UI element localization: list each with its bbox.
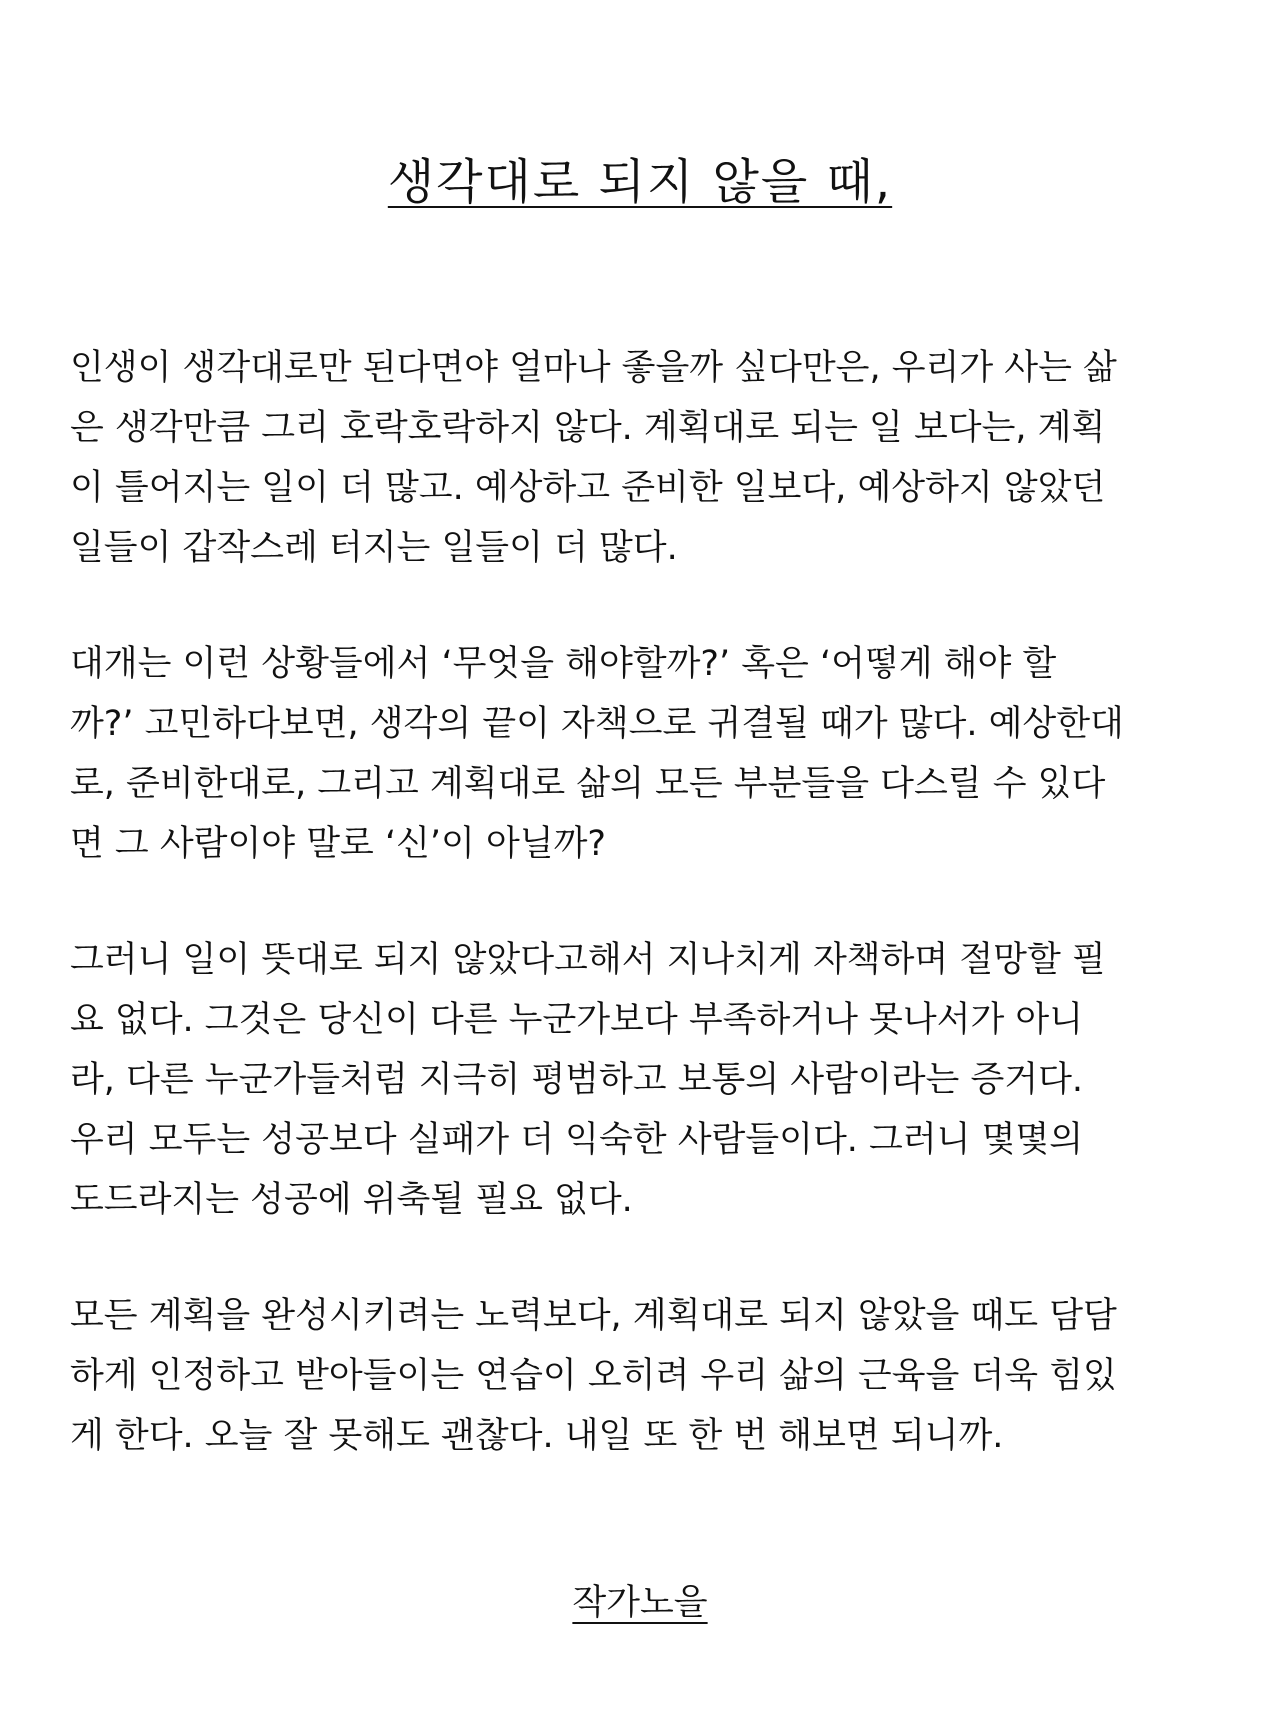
paragraph-line: 까?’ 고민하다보면, 생각의 끝이 자책으로 귀결될 때가 많다. 예상한대 [70,704,1124,744]
document-title [0,152,1280,212]
author-name: 작가노을 [572,1583,708,1623]
paragraph-line: 로, 준비한대로, 그리고 계획대로 삶의 모든 부분들을 다스릴 수 있다 [70,764,1106,804]
paragraph-line: 요 없다. 그것은 당신이 다른 누군가보다 부족하거나 못나서가 아니 [70,1000,1084,1040]
paragraph-line: 은 생각만큼 그리 호락호락하지 않다. 계획대로 되는 일 보다는, 계획 [70,408,1106,448]
paragraph [70,634,1210,874]
paragraph [70,1286,1210,1466]
paragraph-line: 일들이 갑작스레 터지는 일들이 더 많다. [70,528,678,568]
paragraph [70,338,1210,578]
paragraph-line: 이 틀어지는 일이 더 많고. 예상하고 준비한 일보다, 예상하지 않았던 [70,468,1106,508]
paragraph-line: 우리 모두는 성공보다 실패가 더 익숙한 사람들이다. 그러니 몇몇의 [70,1120,1084,1160]
paragraph-line: 게 한다. 오늘 잘 못해도 괜찮다. 내일 또 한 번 해보면 되니까. [70,1416,1004,1456]
paragraph-line: 면 그 사람이야 말로 ‘신’이 아닐까? [70,824,606,864]
paragraph-line: 대개는 이런 상황들에서 ‘무엇을 해야할까?’ 혹은 ‘어떻게 해야 할 [70,644,1057,684]
document-body [70,338,1210,1522]
author-signature [0,1578,1280,1628]
paragraph-line: 도드라지는 성공에 위축될 필요 없다. [70,1180,633,1220]
paragraph-line: 인생이 생각대로만 된다면야 얼마나 좋을까 싶다만은, 우리가 사는 삶 [70,348,1117,388]
paragraph [70,930,1210,1230]
paragraph-line: 라, 다른 누군가들처럼 지극히 평범하고 보통의 사람이라는 증거다. [70,1060,1084,1100]
paragraph-line: 모든 계획을 완성시키려는 노력보다, 계획대로 되지 않았을 때도 담담 [70,1296,1117,1336]
paragraph-line: 하게 인정하고 받아들이는 연습이 오히려 우리 삶의 근육을 더욱 힘있 [70,1356,1117,1396]
title-text: 생각대로 되지 않을 때, [387,154,893,210]
paragraph-line: 그러니 일이 뜻대로 되지 않았다고해서 지나치게 자책하며 절망할 필 [70,940,1106,980]
